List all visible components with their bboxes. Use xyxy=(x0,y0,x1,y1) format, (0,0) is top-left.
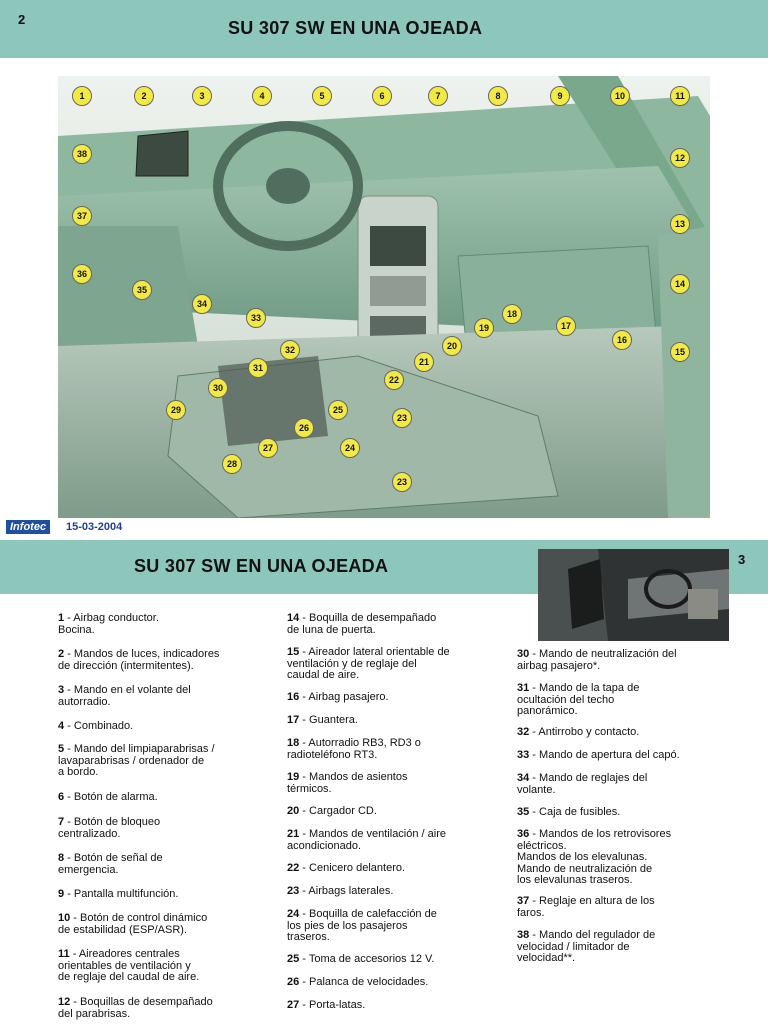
legend-item-34: 34 - Mando de reglajes del volante. xyxy=(517,772,648,796)
callout-27: 27 xyxy=(258,438,278,458)
callout-13: 13 xyxy=(670,214,690,234)
callout-38: 38 xyxy=(72,144,92,164)
callout-26: 26 xyxy=(294,418,314,438)
infotec-logo: Infotec xyxy=(6,520,50,534)
callout-17: 17 xyxy=(556,316,576,336)
legend-item-5: 5 - Mando del limpiaparabrisas / lavaparabrisas / ordenador de a bordo. xyxy=(58,743,215,778)
legend-item-14: 14 - Boquilla de desempañado de luna de puerta. xyxy=(287,612,437,636)
callout-25: 25 xyxy=(328,400,348,420)
legend-item-18: 18 - Autorradio RB3, RD3 o radioteléfono RT3. xyxy=(287,737,421,761)
legend-item-33: 33 - Mando de apertura del capó. xyxy=(517,749,680,761)
callout-12: 12 xyxy=(670,148,690,168)
legend-item-1: 1 - Airbag conductor. Bocina. xyxy=(58,612,159,636)
callout-18: 18 xyxy=(502,304,522,324)
callout-1: 1 xyxy=(72,86,92,106)
legend-item-12: 12 - Boquillas de desempañado del parabrisas. xyxy=(58,996,213,1020)
callout-11: 11 xyxy=(670,86,690,106)
callout-5: 5 xyxy=(312,86,332,106)
legend-item-24: 24 - Boquilla de calefacción de los pies de los pasajeros traseros. xyxy=(287,908,437,943)
callout-19: 19 xyxy=(474,318,494,338)
callout-22: 22 xyxy=(384,370,404,390)
car-interior-illustration xyxy=(58,76,710,518)
callout-6: 6 xyxy=(372,86,392,106)
page-number-top: 2 xyxy=(18,12,26,27)
legend-item-10: 10 - Botón de control dinámico de estabilidad (ESP/ASR). xyxy=(58,912,208,936)
callout-23: 23 xyxy=(392,408,412,428)
callout-28: 28 xyxy=(222,454,242,474)
legend-item-31: 31 - Mando de la tapa de ocultación del techo panorámico. xyxy=(517,682,640,717)
callout-24: 24 xyxy=(340,438,360,458)
page-title-top: SU 307 SW EN UNA OJEADA xyxy=(228,18,483,38)
legend-item-6: 6 - Botón de alarma. xyxy=(58,791,158,803)
callout-29: 29 xyxy=(166,400,186,420)
callout-3: 3 xyxy=(192,86,212,106)
callout-9: 9 xyxy=(550,86,570,106)
legend-item-35: 35 - Caja de fusibles. xyxy=(517,806,621,818)
callout-23b: 23 xyxy=(392,472,412,492)
interior-thumbnail-photo xyxy=(538,549,729,641)
legend-item-19: 19 - Mandos de asientos térmicos. xyxy=(287,771,408,795)
legend-item-11: 11 - Aireadores centrales orientables de ventilación y de reglaje del caudal de aire. xyxy=(58,948,200,983)
legend-item-9: 9 - Pantalla multifunción. xyxy=(58,888,179,900)
callout-15: 15 xyxy=(670,342,690,362)
callout-21: 21 xyxy=(414,352,434,372)
callout-33: 33 xyxy=(246,308,266,328)
callout-31: 31 xyxy=(248,358,268,378)
callout-30: 30 xyxy=(208,378,228,398)
legend-item-22: 22 - Cenicero delantero. xyxy=(287,862,406,874)
callout-10: 10 xyxy=(610,86,630,106)
legend-item-3: 3 - Mando en el volante del autorradio. xyxy=(58,684,191,708)
callout-7: 7 xyxy=(428,86,448,106)
interior-thumbnail-drawing xyxy=(538,549,729,641)
legend-item-26: 26 - Palanca de velocidades. xyxy=(287,976,429,988)
legend-item-38: 38 - Mando del regulador de velocidad / limitador de velocidad**. xyxy=(517,929,656,964)
footer-date: 15-03-2004 xyxy=(66,521,123,533)
page-number-bottom: 3 xyxy=(738,552,746,567)
legend-item-7: 7 - Botón de bloqueo centralizado. xyxy=(58,816,161,840)
callout-34: 34 xyxy=(192,294,212,314)
legend-item-4: 4 - Combinado. xyxy=(58,720,134,732)
legend-item-21: 21 - Mandos de ventilación / aire acondicionado. xyxy=(287,828,446,852)
callout-36: 36 xyxy=(72,264,92,284)
callout-2: 2 xyxy=(134,86,154,106)
callout-8: 8 xyxy=(488,86,508,106)
callout-35: 35 xyxy=(132,280,152,300)
legend-item-30: 30 - Mando de neutralización del airbag pasajero*. xyxy=(517,648,677,672)
callout-16: 16 xyxy=(612,330,632,350)
legend-item-16: 16 - Airbag pasajero. xyxy=(287,691,389,703)
legend-item-27: 27 - Porta-latas. xyxy=(287,999,366,1011)
page-title-bottom: SU 307 SW EN UNA OJEADA xyxy=(134,556,389,576)
callout-32: 32 xyxy=(280,340,300,360)
callout-20: 20 xyxy=(442,336,462,356)
callout-14: 14 xyxy=(670,274,690,294)
legend-item-8: 8 - Botón de señal de emergencia. xyxy=(58,852,163,876)
legend-item-2: 2 - Mandos de luces, indicadores de dirección (intermitentes). xyxy=(58,648,220,672)
legend-item-23: 23 - Airbags laterales. xyxy=(287,885,394,897)
legend-item-36: 36 - Mandos de los retrovisores eléctricos. Mandos de los elevalunas. Mando de neutralización de los elevalunas traseros. xyxy=(517,828,672,886)
legend-item-25: 25 - Toma de accesorios 12 V. xyxy=(287,953,435,965)
legend-item-17: 17 - Guantera. xyxy=(287,714,358,726)
legend-item-37: 37 - Reglaje en altura de los faros. xyxy=(517,895,655,919)
legend-item-20: 20 - Cargador CD. xyxy=(287,805,377,817)
callout-4: 4 xyxy=(252,86,272,106)
legend-item-32: 32 - Antirrobo y contacto. xyxy=(517,726,640,738)
legend-item-15: 15 - Aireador lateral orientable de ventilación y de reglaje del caudal de aire. xyxy=(287,646,450,681)
car-interior-drawing xyxy=(58,76,710,518)
callout-37: 37 xyxy=(72,206,92,226)
